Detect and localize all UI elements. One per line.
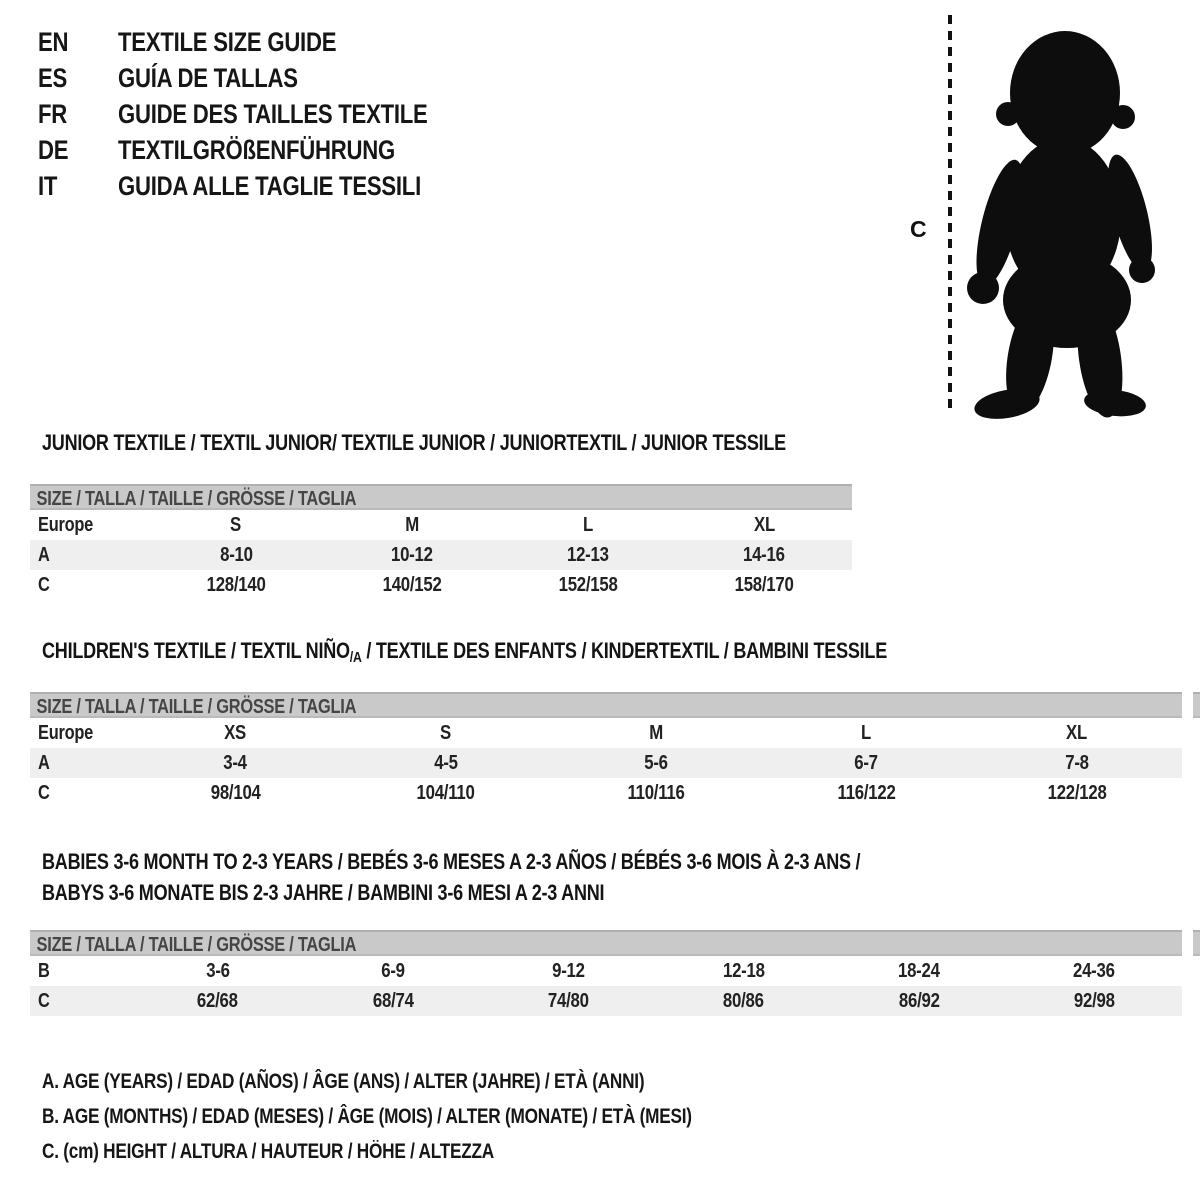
language-row-en xyxy=(38,24,496,60)
row-label: C xyxy=(38,781,50,804)
language-code: IT xyxy=(38,171,58,201)
guide-title-de: TEXTILGRÖßENFÜHRUNG xyxy=(118,135,395,165)
age-cell: 14-16 xyxy=(743,543,785,566)
height-cell: 116/122 xyxy=(837,781,896,804)
age-cell: 5-6 xyxy=(644,751,668,774)
legend-line-a: A. AGE (YEARS) / EDAD (AÑOS) / ÂGE (ANS) / ALTER (JAHRE) / ETÀ (ANNI) xyxy=(42,1070,645,1093)
table-row-age xyxy=(30,540,852,570)
height-cell: 98/104 xyxy=(210,781,261,804)
language-code: FR xyxy=(38,99,68,129)
guide-title-es: GUÍA DE TALLAS xyxy=(118,63,298,93)
children-section-heading: CHILDREN'S TEXTILE / TEXTIL $NIÑO_{/A}$ / TEXTILE DES ENFANTS / KINDERTEXTIL / BAMBINI TESSILE xyxy=(42,638,887,666)
size-cell: L xyxy=(582,513,593,536)
height-cell: 122/128 xyxy=(1047,781,1107,804)
table-row-months xyxy=(30,956,1182,986)
row-label: Europe xyxy=(38,721,94,744)
months-cell: 12-18 xyxy=(722,959,765,982)
size-cell: S xyxy=(230,513,242,536)
legend-line-c: C. (cm) HEIGHT / ALTURA / HAUTEUR / HÖHE / ALTEZZA xyxy=(42,1140,494,1163)
months-cell: 18-24 xyxy=(898,959,940,982)
height-cell: 86/92 xyxy=(898,989,940,1012)
months-cell: 3-6 xyxy=(205,959,230,982)
language-code: ES xyxy=(38,63,68,93)
height-cell: 104/110 xyxy=(416,781,475,804)
language-code: DE xyxy=(38,135,69,165)
table-row-europe xyxy=(30,718,1182,748)
nino-a-subscript: /A xyxy=(349,649,362,666)
height-cell: 68/74 xyxy=(372,989,414,1012)
language-code: EN xyxy=(38,27,69,57)
height-cell: 152/158 xyxy=(558,573,618,596)
size-cell: S xyxy=(440,721,452,744)
band-sliver xyxy=(1193,692,1200,718)
row-label: Europe xyxy=(38,513,94,536)
size-cell: XS xyxy=(224,721,247,744)
height-cell: 140/152 xyxy=(382,573,442,596)
baby-silhouette xyxy=(967,31,1161,420)
language-row-fr xyxy=(38,96,496,132)
babies-size-table xyxy=(30,930,1182,1016)
table-row-europe xyxy=(30,510,852,540)
age-cell: 3-4 xyxy=(223,751,247,774)
size-band: SIZE / TALLA / TAILLE / GRÖSSE / TAGLIA xyxy=(30,692,1182,718)
size-cell: XL xyxy=(753,513,775,536)
guide-title-it: GUIDA ALLE TAGLIE TESSILI xyxy=(118,171,421,201)
row-label: A xyxy=(38,543,50,566)
age-cell: 10-12 xyxy=(391,543,433,566)
height-label-c: C xyxy=(910,216,927,242)
babies-section-heading: BABIES 3-6 MONTH TO 2-3 YEARS / BEBÉS 3-6 MESES A 2-3 AÑOS / BÉBÉS 3-6 MOIS À 2-3 ANS / BABYS 3-6 MONATE BIS 2-3 JAHRE / BAMBINI 3-6 MESI A 2-3 ANNI xyxy=(42,849,861,905)
size-cell: M xyxy=(405,513,419,536)
months-cell: 6-9 xyxy=(381,959,405,982)
table-row-height xyxy=(30,778,1182,808)
toddler-silhouette-figure xyxy=(895,8,1200,420)
row-label: A xyxy=(38,751,50,774)
language-row-es xyxy=(38,60,496,96)
height-cell: 110/116 xyxy=(627,781,685,804)
language-row-it xyxy=(38,168,496,204)
row-label: B xyxy=(38,959,50,982)
height-cell: 158/170 xyxy=(734,573,794,596)
height-cell: 92/98 xyxy=(1073,989,1115,1012)
age-cell: 4-5 xyxy=(433,751,458,774)
age-cell: 8-10 xyxy=(219,543,253,566)
guide-title-en: TEXTILE SIZE GUIDE xyxy=(118,27,337,57)
months-cell: 9-12 xyxy=(551,959,585,982)
size-band: SIZE / TALLA / TAILLE / GRÖSSE / TAGLIA xyxy=(30,484,852,510)
size-band: SIZE / TALLA / TAILLE / GRÖSSE / TAGLIA xyxy=(30,930,1182,956)
size-cell: L xyxy=(861,721,872,744)
legend-block xyxy=(42,1064,834,1169)
size-cell: XL xyxy=(1066,721,1088,744)
children-size-table xyxy=(30,692,1182,808)
table-row-height xyxy=(30,570,852,600)
band-sliver xyxy=(1193,930,1200,956)
height-cell: 62/68 xyxy=(197,989,239,1012)
language-row-de xyxy=(38,132,496,168)
height-cell: 74/80 xyxy=(547,989,589,1012)
legend-line-b: B. AGE (MONTHS) / EDAD (MESES) / ÂGE (MOIS) / ALTER (MONATE) / ETÀ (MESI) xyxy=(42,1105,692,1128)
height-cell: 80/86 xyxy=(723,989,765,1012)
junior-section-heading: JUNIOR TEXTILE / TEXTIL JUNIOR/ TEXTILE JUNIOR / JUNIORTEXTIL / JUNIOR TESSILE xyxy=(42,430,786,455)
row-label: C xyxy=(38,573,50,596)
age-cell: 6-7 xyxy=(854,751,879,774)
table-row-age xyxy=(30,748,1182,778)
row-label: C xyxy=(38,989,50,1012)
size-cell: M xyxy=(649,721,663,744)
guide-title-fr: GUIDE DES TAILLES TEXTILE xyxy=(118,99,428,129)
age-cell: 7-8 xyxy=(1065,751,1089,774)
height-cell: 128/140 xyxy=(206,573,266,596)
language-title-block xyxy=(38,24,496,204)
months-cell: 24-36 xyxy=(1073,959,1116,982)
table-row-height xyxy=(30,986,1182,1016)
age-cell: 12-13 xyxy=(567,543,609,566)
junior-size-table xyxy=(30,484,852,600)
